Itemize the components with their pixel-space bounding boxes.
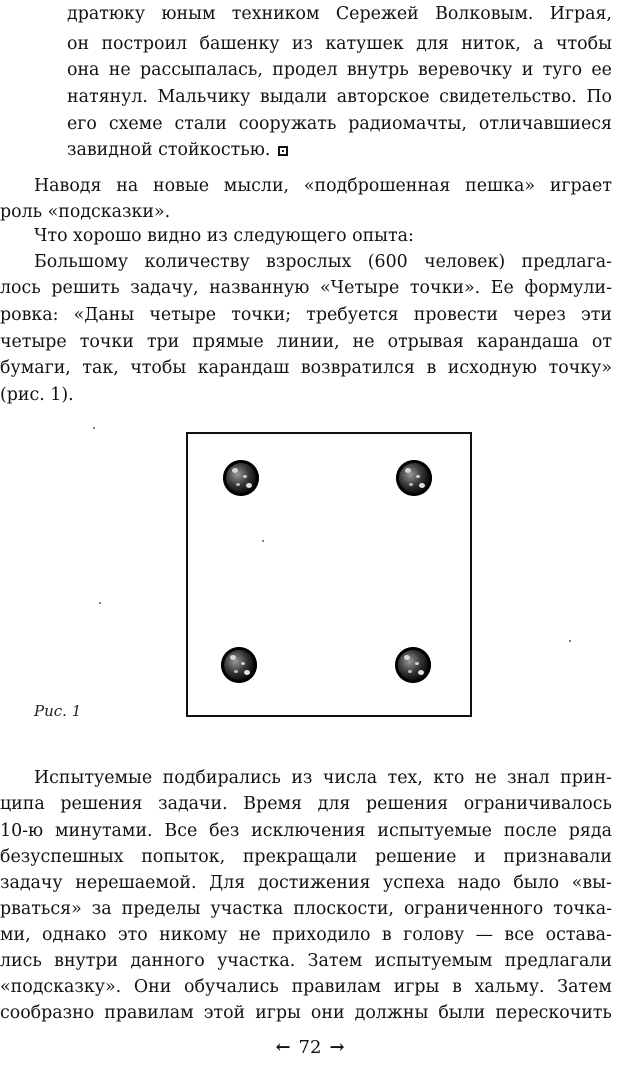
word: от (591, 332, 612, 352)
word: схеме (108, 114, 163, 134)
text-line (34, 765, 612, 791)
word: карандаша (476, 332, 579, 352)
word: количеству (144, 252, 250, 272)
word: за (91, 899, 112, 919)
text-line (0, 974, 612, 1000)
word: числа (322, 768, 378, 788)
word: башенку (199, 34, 280, 54)
text-line-content: завидной стойкостью. (67, 140, 271, 160)
word: должны (354, 1003, 429, 1023)
word: Большому (34, 252, 129, 272)
word: ограничивалось (463, 794, 612, 814)
text-line (0, 948, 612, 974)
word: задачу (0, 873, 63, 893)
word: попыток, (141, 847, 226, 867)
text-line (0, 355, 612, 381)
word: в (426, 358, 437, 378)
word: 10-ю (0, 821, 44, 841)
word: без (209, 821, 240, 841)
word: бумаги, (0, 358, 71, 378)
word: и (474, 847, 486, 867)
dot-icon (223, 460, 259, 496)
text-line (67, 1, 612, 27)
word: подбирались (162, 768, 281, 788)
text-line (0, 791, 612, 817)
word: возвратился (300, 358, 415, 378)
word: Затем (557, 977, 612, 997)
text-line (0, 844, 612, 870)
word: Для (209, 873, 246, 893)
word: Мальчику (157, 87, 251, 107)
word: правилам (291, 977, 382, 997)
word: никому (159, 925, 228, 945)
word: новые (153, 176, 210, 196)
next-arrow-icon: → (329, 1037, 345, 1058)
word: данного (130, 951, 205, 971)
word: решить (51, 278, 120, 298)
word: прекращали (242, 847, 358, 867)
text-line (67, 57, 612, 83)
word: натянул. (67, 87, 148, 107)
word: надо (457, 873, 501, 893)
scan-speck (99, 602, 101, 604)
word: Затем (307, 951, 363, 971)
word: она (67, 60, 100, 80)
scan-speck (569, 640, 571, 642)
word: радиомачты, (348, 114, 467, 134)
word: «подброшенная (303, 176, 451, 196)
word: были (438, 1003, 486, 1023)
scan-speck (262, 540, 264, 542)
word: ее (591, 60, 612, 80)
word: По (586, 87, 612, 107)
end-of-section-icon (278, 146, 288, 156)
text-line (0, 870, 612, 896)
word: участка (210, 899, 284, 919)
word: все (504, 925, 535, 945)
word: туго (542, 60, 583, 80)
word: четыре (0, 332, 67, 352)
word: ниток, (461, 34, 521, 54)
word: точки (79, 332, 134, 352)
text-line (0, 302, 612, 328)
word: минутами. (55, 821, 153, 841)
word: они (310, 1003, 345, 1023)
word: чтобы (556, 34, 612, 54)
word: тех, (387, 768, 423, 788)
word: через (513, 305, 566, 325)
word: это (117, 925, 148, 945)
word: не (474, 768, 497, 788)
word: достижения (257, 873, 371, 893)
word: стали (174, 114, 227, 134)
word: задачу, (130, 278, 199, 298)
word: эти (581, 305, 612, 325)
word: Волковым. (435, 4, 534, 24)
word: предлагали (504, 951, 612, 971)
word: а (533, 34, 544, 54)
word: предлага- (521, 252, 612, 272)
word: задачи. (158, 794, 228, 814)
word: формули- (524, 278, 612, 298)
page-footer (0, 1037, 620, 1058)
word: на (116, 176, 139, 196)
word: внутри (54, 951, 119, 971)
word: лись (0, 951, 42, 971)
text-line (34, 173, 612, 199)
word: игры (393, 977, 440, 997)
word: точки». (409, 278, 481, 298)
word: прин- (560, 768, 612, 788)
word: пешка» (465, 176, 536, 196)
text-line (0, 1000, 612, 1026)
text-line (67, 137, 288, 163)
word: чтобы (130, 358, 187, 378)
word: нерешаемой. (75, 873, 197, 893)
word: три (146, 332, 180, 352)
text-line (67, 84, 612, 110)
text-line-content: Что хорошо видно из следующего опыта: (34, 226, 414, 246)
word: дратюку (67, 4, 146, 24)
text-line (0, 922, 612, 948)
word: Сережей (335, 4, 419, 24)
word: обучались (184, 977, 279, 997)
word: техником (231, 4, 320, 24)
word: Играя, (549, 4, 612, 24)
word: взрослых (266, 252, 352, 272)
word: названную (209, 278, 310, 298)
word: в (452, 977, 462, 997)
word: решения (60, 794, 143, 814)
text-line (67, 31, 612, 57)
word: из (291, 768, 313, 788)
word: рваться» (0, 899, 82, 919)
text-line-content: роль «подсказки». (0, 202, 171, 222)
word: пределы (121, 899, 201, 919)
word: после (503, 821, 557, 841)
word: катушек (325, 34, 404, 54)
word: точку» (548, 358, 612, 378)
word: сообразно (0, 1003, 95, 1023)
word: — (475, 925, 494, 945)
word: ровка: (0, 305, 59, 325)
word: он (67, 34, 90, 54)
text-line (0, 382, 74, 408)
word: однако (42, 925, 107, 945)
word: ципа (0, 794, 45, 814)
text-line (0, 275, 612, 301)
text-line (34, 223, 414, 249)
word: в (381, 925, 392, 945)
word: признавали (503, 847, 612, 867)
word: линии, (276, 332, 340, 352)
word: решения (366, 794, 449, 814)
text-line (67, 111, 612, 137)
word: его (67, 114, 97, 134)
text-line (0, 896, 612, 922)
word: Время (243, 794, 302, 814)
word: «подсказку». (0, 977, 122, 997)
word: играет (549, 176, 612, 196)
word: Все (164, 821, 198, 841)
word: и (521, 60, 534, 80)
word: не (352, 332, 375, 352)
word: «вы- (571, 873, 612, 893)
word: Испытуемые (34, 768, 153, 788)
word: было (513, 873, 560, 893)
word: перескочить (495, 1003, 612, 1023)
dot-icon (396, 460, 432, 496)
word: исключения (251, 821, 366, 841)
word: мысли, (223, 176, 290, 196)
word: ограниченного (403, 899, 544, 919)
word: требуется (306, 305, 399, 325)
word: Ее (490, 278, 514, 298)
word: игры (255, 1003, 301, 1023)
word: безуспешных (0, 847, 124, 867)
word: приходило (272, 925, 371, 945)
word: отрывая (387, 332, 464, 352)
word: лось (0, 278, 41, 298)
word: кто (433, 768, 465, 788)
word: испытуемым (374, 951, 493, 971)
word: построил (101, 34, 188, 54)
word: веревочку (418, 60, 513, 80)
text-line (0, 329, 612, 355)
word: хальму. (474, 977, 545, 997)
word: решение (375, 847, 457, 867)
text-line-content: (рис. 1). (0, 385, 74, 405)
word: «Четыре (320, 278, 400, 298)
word: знал (507, 768, 550, 788)
word: карандаш (197, 358, 290, 378)
word: Наводя (34, 176, 102, 196)
word: Они (133, 977, 172, 997)
word: голову (403, 925, 465, 945)
text-line (34, 249, 612, 275)
word: остава- (545, 925, 612, 945)
word: авторское (336, 87, 430, 107)
word: прямые (192, 332, 264, 352)
text-line (0, 199, 170, 225)
word: успеха (383, 873, 446, 893)
prev-arrow-icon: ← (275, 1037, 291, 1058)
word: четыре (149, 305, 217, 325)
text-line (0, 818, 612, 844)
word: правилам (104, 1003, 194, 1023)
word: выдали (259, 87, 328, 107)
word: для (317, 794, 351, 814)
word: из (291, 34, 313, 54)
dot-icon (395, 647, 431, 683)
word: (600 (367, 252, 408, 272)
word: рассыпалась, (139, 60, 263, 80)
word: свидетельство. (439, 87, 577, 107)
word: ряда (568, 821, 612, 841)
dot-icon (221, 647, 257, 683)
word: исходную (447, 358, 538, 378)
word: этой (203, 1003, 246, 1023)
page-number: 72 (298, 1037, 322, 1058)
word: продел (272, 60, 338, 80)
word: точки; (231, 305, 292, 325)
word: «Даны (73, 305, 135, 325)
word: для (416, 34, 449, 54)
word: не (108, 60, 131, 80)
scan-speck (93, 427, 95, 429)
word: сооружать (238, 114, 337, 134)
word: точка- (553, 899, 612, 919)
word: испытуемые (377, 821, 492, 841)
four-dots-figure (186, 432, 472, 717)
word: плоскости, (293, 899, 394, 919)
word: провести (413, 305, 499, 325)
word: так, (82, 358, 119, 378)
figure-caption: Рис. 1 (34, 702, 82, 720)
word: внутрь (346, 60, 409, 80)
word: ми, (0, 925, 31, 945)
word: человек) (424, 252, 506, 272)
word: юным (161, 4, 216, 24)
word: отличавшиеся (478, 114, 612, 134)
word: не (238, 925, 261, 945)
word: участка. (217, 951, 296, 971)
